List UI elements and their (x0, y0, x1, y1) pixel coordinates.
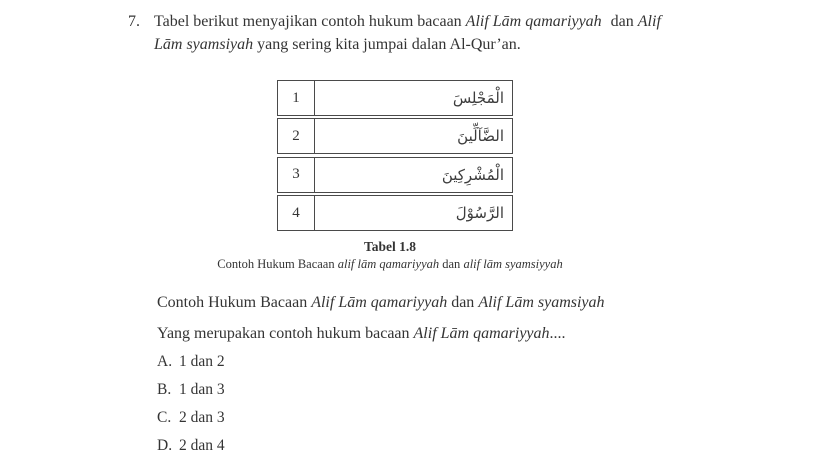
question-line-2: dan Alif Lām syamsiyah yang sering kita jumpai dalan Al-Qur’an. (154, 13, 661, 53)
table-row (277, 195, 513, 231)
option-d-label: D. (157, 437, 173, 454)
option-c-text: 2 dan 3 (179, 409, 225, 426)
arabic-word: الضَّآلِّينَ (457, 127, 504, 146)
arabic-word: الرَّسُوْلَ (455, 204, 504, 223)
row-number: 4 (278, 196, 315, 230)
caption-italic-1: alif lām qamariyyah (337, 257, 440, 271)
table-row (277, 80, 513, 116)
option-d-text: 2 dan 4 (179, 437, 225, 454)
option-a-label: A. (157, 353, 173, 370)
answer-options (157, 352, 225, 464)
table-caption (130, 239, 650, 272)
option-b-label: B. (157, 381, 172, 398)
table-caption-subtitle: Contoh Hukum Bacaan alif lām qamariyyah dan alif lām syamsiyyah (217, 257, 563, 271)
examples-table (277, 80, 513, 234)
body-line-1-italic-1: Alif Lām qamariyyah (311, 294, 448, 311)
option-c (157, 408, 225, 436)
caption-italic-2: alif lām syamsiyyah (463, 257, 563, 271)
body-line-2-italic: Alif Lām qamariyyah (413, 325, 550, 342)
question-block (128, 10, 688, 56)
row-number: 2 (278, 119, 315, 153)
table-caption-title: Tabel 1.8 (363, 239, 417, 254)
option-c-label: C. (157, 409, 172, 426)
table-row (277, 118, 513, 154)
option-d (157, 436, 225, 464)
body-line-1: Contoh Hukum Bacaan Alif Lām qamariyyah dan Alif Lām syamsiyah (157, 294, 605, 311)
question-line-1-italic: Alif Lām qamariyyah (465, 13, 602, 30)
arabic-word: الْمَجْلِسَ (452, 89, 504, 107)
option-a-text: 1 dan 2 (179, 353, 225, 370)
arabic-word: الْمُشْرِكِينَ (441, 165, 504, 184)
row-number: 1 (278, 81, 315, 115)
body-line-2: Yang merupakan contoh hukum bacaan Alif Lām qamariyyah.... (157, 325, 566, 342)
option-a (157, 352, 225, 380)
question-number: 7. (128, 13, 140, 30)
option-b-text: 1 dan 3 (179, 381, 225, 398)
table-row (277, 157, 513, 193)
row-number: 3 (278, 158, 315, 192)
question-line-1: Tabel berikut menyajikan contoh hukum bacaan Alif Lām qamariyyah (154, 13, 602, 30)
question-line-2-italic: Alif Lām syamsiyah (154, 13, 661, 53)
body-text (157, 292, 717, 354)
option-b (157, 380, 225, 408)
body-line-1-italic-2: Alif Lām syamsiyah (478, 294, 605, 311)
question-text (154, 10, 688, 56)
